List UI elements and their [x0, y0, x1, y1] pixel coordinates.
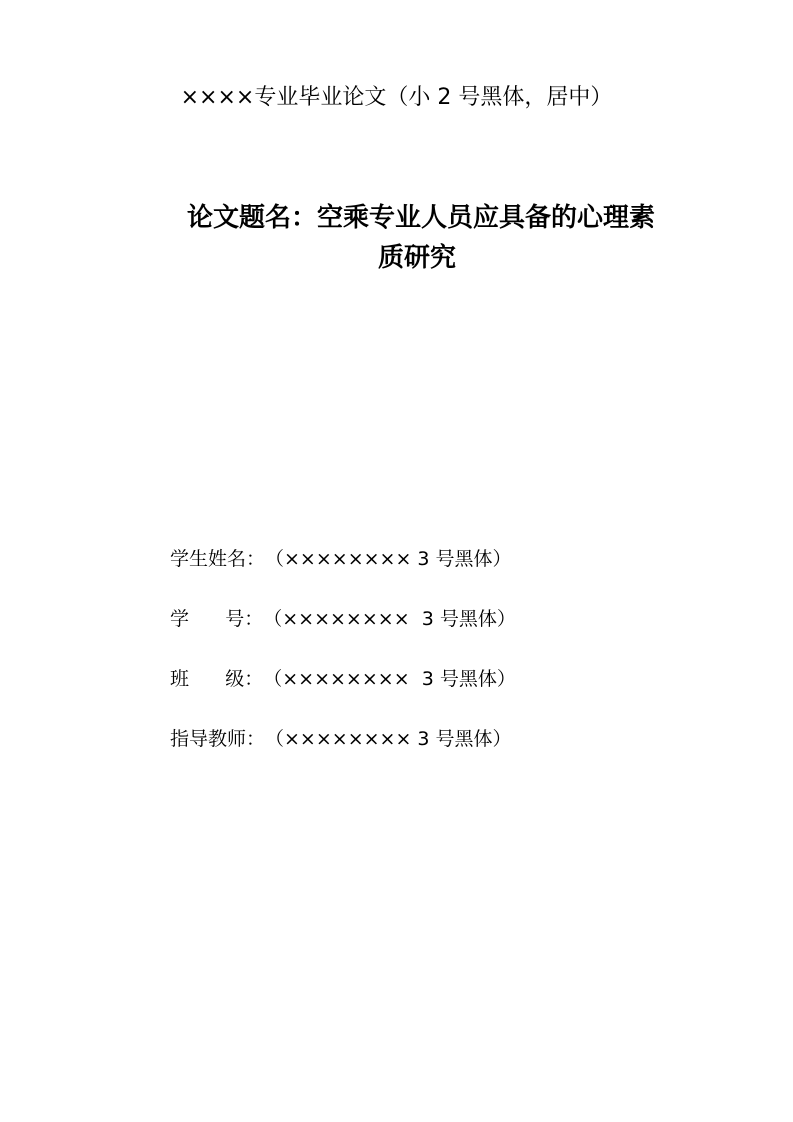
student-name-value: （×××××××× 3 号黑体）: [265, 548, 512, 570]
advisor-label: 指导教师：: [170, 728, 266, 750]
thesis-title-line-1: 论文题名：空乘专业人员应具备的心理素: [187, 203, 656, 233]
student-id-value: （×××××××× 3 号黑体）: [263, 608, 516, 630]
info-row-class: [170, 662, 730, 722]
student-name-label: 学生姓名：: [170, 548, 266, 570]
info-row-student-id: [170, 602, 730, 662]
class-value: （×××××××× 3 号黑体）: [263, 668, 516, 690]
student-id-label: 学 号：: [170, 608, 264, 630]
advisor-value: （×××××××× 3 号黑体）: [265, 728, 512, 750]
thesis-title: [187, 198, 747, 278]
info-row-student-name: [170, 542, 730, 602]
major-thesis-header: ××××专业毕业论文（小 2 号黑体，居中）: [180, 85, 613, 110]
class-label: 班 级：: [170, 668, 264, 690]
info-row-advisor: [170, 722, 730, 782]
student-info-list: [170, 542, 730, 782]
thesis-title-line-2: 质研究: [378, 243, 457, 273]
